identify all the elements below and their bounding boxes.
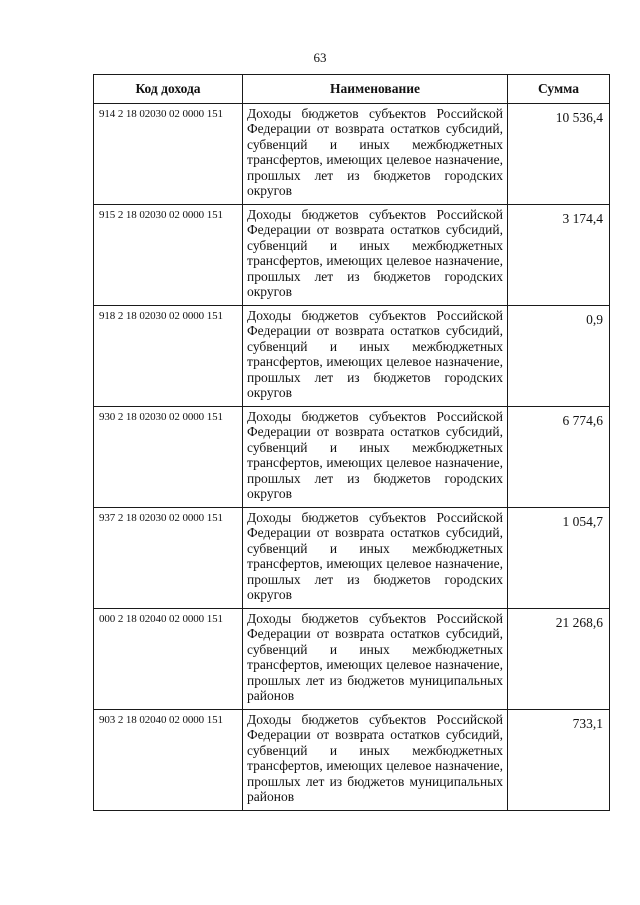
header-sum: Сумма	[508, 75, 610, 104]
income-name-cell: Доходы бюджетов субъектов Российской Федерации от возврата остатков субсидий, субвенций и иных межбюджетных трансфертов, имеющих целевое назначение, прошлых лет из бюджетов городских округов	[243, 508, 508, 609]
table-header-row	[94, 75, 610, 104]
income-name-cell: Доходы бюджетов субъектов Российской Федерации от возврата остатков субсидий, субвенций и иных межбюджетных трансфертов, имеющих целевое назначение, прошлых лет из бюджетов городских округов	[243, 407, 508, 508]
table-row	[94, 104, 610, 205]
income-code-cell: 930 2 18 02030 02 0000 151	[94, 407, 243, 508]
income-sum-cell: 733,1	[508, 710, 610, 811]
income-code-cell: 915 2 18 02030 02 0000 151	[94, 205, 243, 306]
income-name-cell: Доходы бюджетов субъектов Российской Федерации от возврата остатков субсидий, субвенций и иных межбюджетных трансфертов, имеющих целевое назначение, прошлых лет из бюджетов городских округов	[243, 306, 508, 407]
table-row	[94, 306, 610, 407]
table-row	[94, 407, 610, 508]
income-name-cell: Доходы бюджетов субъектов Российской Федерации от возврата остатков субсидий, субвенций и иных межбюджетных трансфертов, имеющих целевое назначение, прошлых лет из бюджетов муниципальных районов	[243, 609, 508, 710]
income-code-cell: 000 2 18 02040 02 0000 151	[94, 609, 243, 710]
income-code-cell: 918 2 18 02030 02 0000 151	[94, 306, 243, 407]
income-sum-cell: 0,9	[508, 306, 610, 407]
income-code-cell: 903 2 18 02040 02 0000 151	[94, 710, 243, 811]
table-row	[94, 508, 610, 609]
income-sum-cell: 21 268,6	[508, 609, 610, 710]
header-name: Наименование	[243, 75, 508, 104]
income-code-cell: 937 2 18 02030 02 0000 151	[94, 508, 243, 609]
page-number: 63	[313, 50, 327, 65]
income-name-cell: Доходы бюджетов субъектов Российской Федерации от возврата остатков субсидий, субвенций и иных межбюджетных трансфертов, имеющих целевое назначение, прошлых лет из бюджетов муниципальных районов	[243, 710, 508, 811]
header-code: Код дохода	[94, 75, 243, 104]
income-sum-cell: 1 054,7	[508, 508, 610, 609]
income-sum-cell: 3 174,4	[508, 205, 610, 306]
income-name-cell: Доходы бюджетов субъектов Российской Федерации от возврата остатков субсидий, субвенций и иных межбюджетных трансфертов, имеющих целевое назначение, прошлых лет из бюджетов городских округов	[243, 104, 508, 205]
income-sum-cell: 10 536,4	[508, 104, 610, 205]
table-row	[94, 710, 610, 811]
income-sum-cell: 6 774,6	[508, 407, 610, 508]
income-name-cell: Доходы бюджетов субъектов Российской Федерации от возврата остатков субсидий, субвенций и иных межбюджетных трансфертов, имеющих целевое назначение, прошлых лет из бюджетов городских округов	[243, 205, 508, 306]
income-table	[93, 74, 610, 811]
table-row	[94, 609, 610, 710]
table-row	[94, 205, 610, 306]
income-code-cell: 914 2 18 02030 02 0000 151	[94, 104, 243, 205]
